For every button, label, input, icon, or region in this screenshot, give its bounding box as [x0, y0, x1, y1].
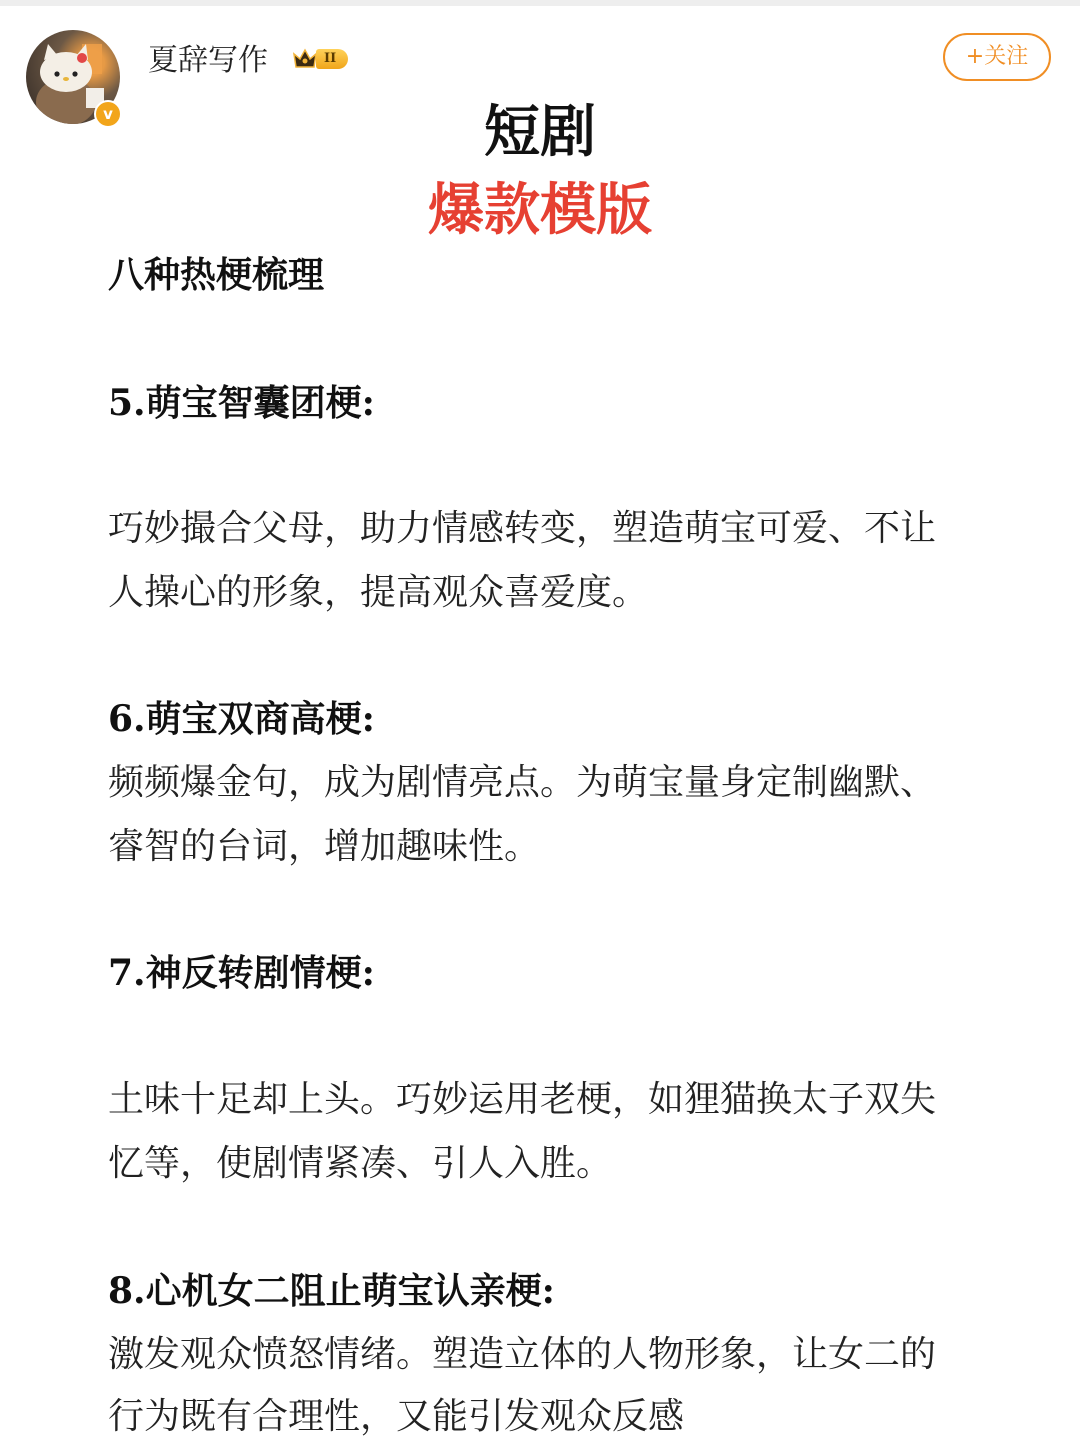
headline-title: 短剧 [484, 100, 596, 165]
top-strip [0, 0, 1080, 6]
section-heading-7: 7.神反转剧情梗: [108, 952, 375, 994]
username[interactable]: 夏辞写作 [148, 43, 268, 78]
intro-heading: 八种热梗梳理 [108, 254, 325, 296]
section-text-6-line-1: 频频爆金句，成为剧情亮点。为萌宝量身定制幽默、 [108, 762, 937, 803]
headline-subtitle: 爆款模版 [428, 178, 652, 243]
section-text-8-line-2: 行为既有合理性，又能引发观众反感 [108, 1396, 685, 1437]
section-text-8-line-1: 激发观众愤怒情绪。塑造立体的人物形象，让女二的 [108, 1334, 937, 1375]
section-text-7-line-1: 土味十足却上头。巧妙运用老梗，如狸猫换太子双失 [108, 1079, 937, 1120]
section-text-5-line-2: 人操心的形象，提高观众喜爱度。 [108, 572, 649, 613]
section-heading-5: 5.萌宝智囊团梗: [108, 382, 375, 424]
follow-button[interactable]: +关注 [943, 33, 1051, 81]
level-label: II [316, 49, 348, 69]
section-text-7-line-2: 忆等，使剧情紧凑、引人入胜。 [108, 1143, 613, 1184]
level-badge[interactable] [292, 44, 348, 74]
section-heading-6: 6.萌宝双商高梗: [108, 698, 375, 740]
section-text-6-line-2: 睿智的台词，增加趣味性。 [108, 826, 541, 867]
crown-icon [292, 46, 318, 72]
section-heading-8: 8.心机女二阻止萌宝认亲梗: [108, 1270, 555, 1312]
verified-badge-icon: v [94, 100, 122, 128]
section-text-5-line-1: 巧妙撮合父母，助力情感转变，塑造萌宝可爱、不让 [108, 508, 937, 549]
